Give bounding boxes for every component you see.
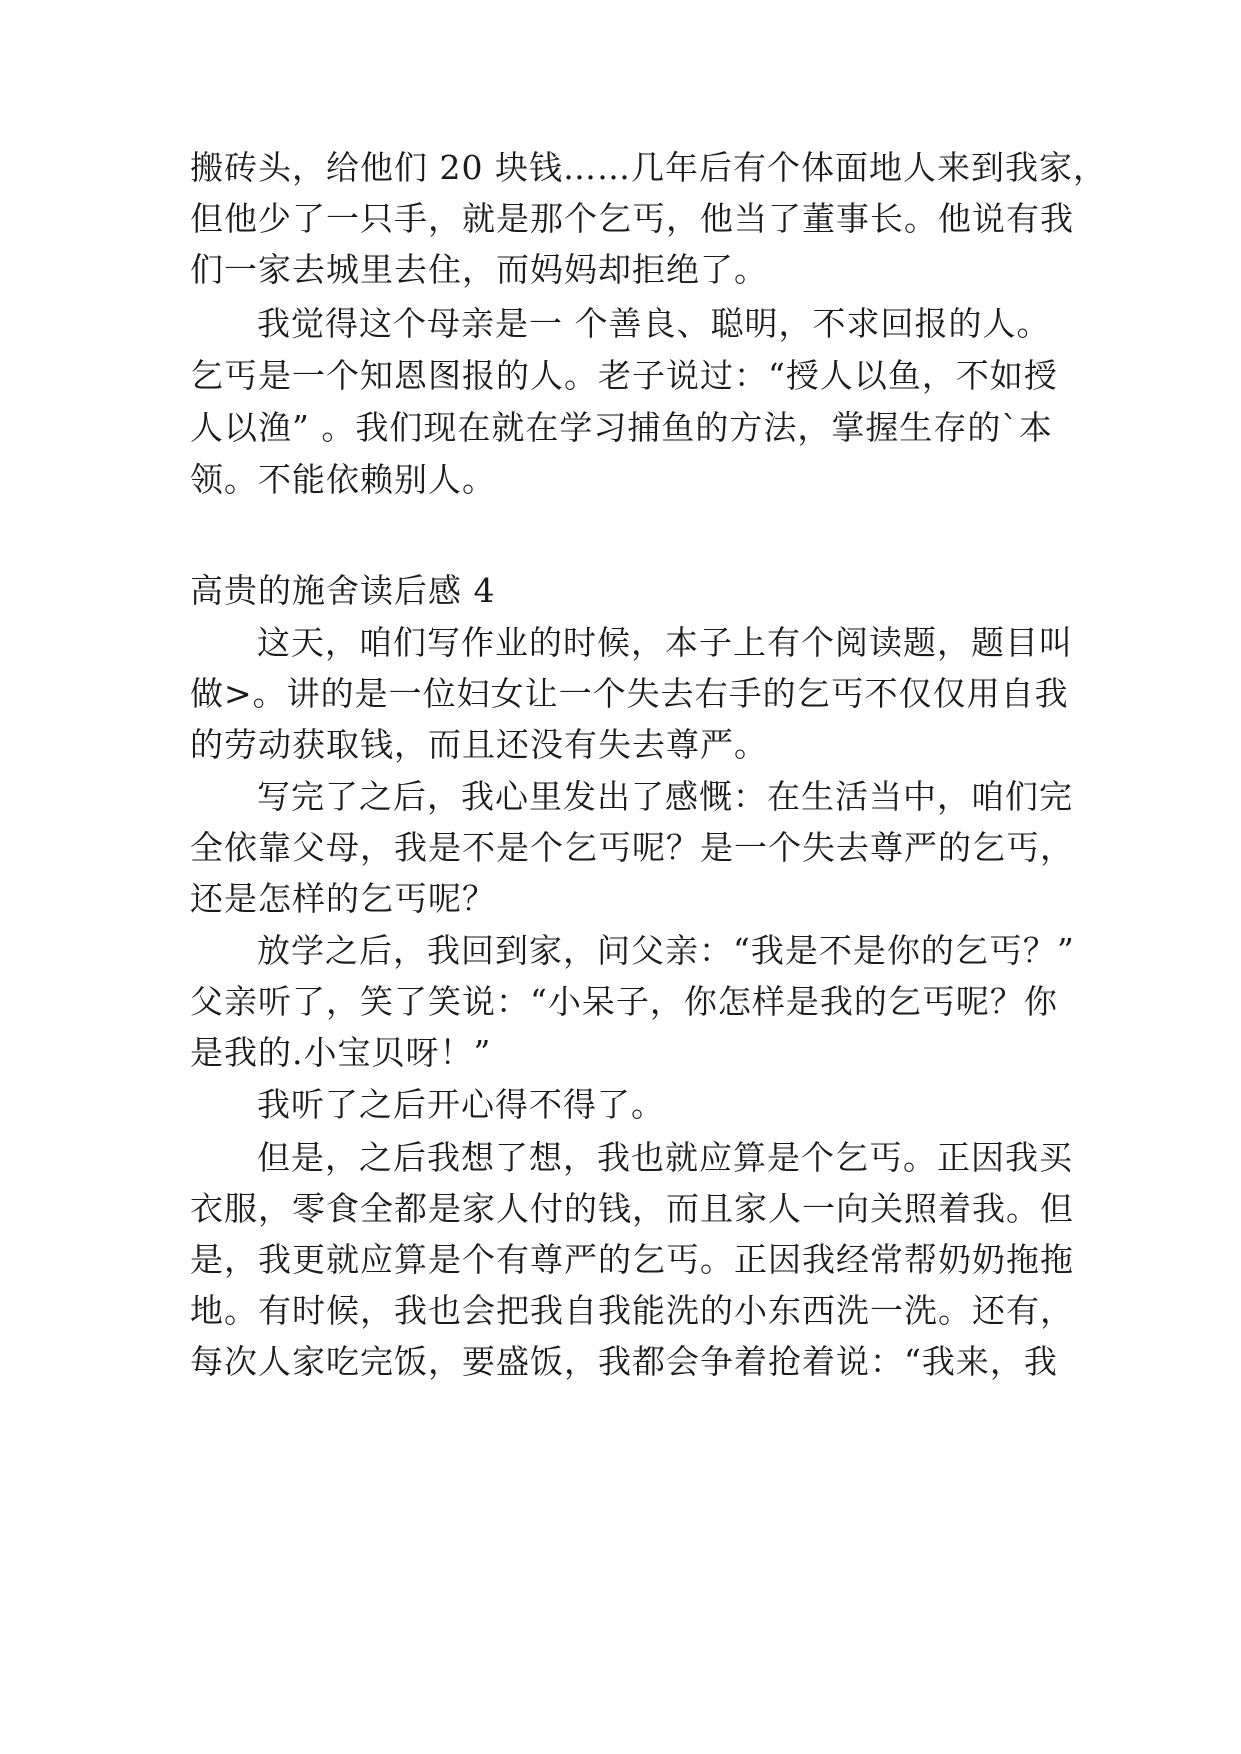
paragraph-line: 但是，之后我想了想，我也就应算是个乞丐。正因我买: [257, 1138, 1073, 1177]
paragraph-line: 乞丐是一个知恩图报的人。老子说过：“授人以鱼，不如授: [190, 356, 1058, 395]
paragraph-line: 我听了之后开心得不得了。: [257, 1085, 665, 1124]
paragraph-line: 还是怎样的乞丐呢？: [190, 879, 496, 918]
paragraph-line: 这天，咱们写作业的时候，本子上有个阅读题，题目叫: [257, 623, 1073, 662]
paragraph-line: 是我的.小宝贝呀！”: [190, 1033, 492, 1072]
paragraph-line: 每次人家吃完饭，要盛饭，我都会争着抢着说：“我来，我: [190, 1342, 1058, 1381]
paragraph-line: 领。不能依赖别人。: [190, 460, 496, 499]
paragraph-line: 父亲听了，笑了笑说：“小呆子，你怎样是我的乞丐呢？你: [190, 982, 1058, 1021]
paragraph-line: 做>。讲的是一位妇女让一个失去右手的乞丐不仅仅用自我: [190, 674, 1069, 713]
paragraph-line: 人以渔” 。我们现在就在学习捕鱼的方法，掌握生存的`本: [190, 408, 1053, 447]
paragraph-line: 放学之后，我回到家，问父亲：“我是不是你的乞丐？”: [257, 931, 1075, 970]
paragraph-line: 全依靠父母，我是不是个乞丐呢？是一个失去尊严的乞丐，: [190, 828, 1074, 867]
paragraph-line: 衣服，零食全都是家人付的钱，而且家人一向关照着我。但: [190, 1189, 1074, 1228]
paragraph-line: 搬砖头，给他们 20 块钱……几年后有个体面地人来到我家，: [190, 148, 1107, 187]
paragraph-line: 地。有时候，我也会把我自我能洗的小东西洗一洗。还有，: [190, 1291, 1074, 1330]
paragraph-line: 们一家去城里去住，而妈妈却拒绝了。: [190, 250, 768, 289]
section-heading: 高贵的施舍读后感 4: [190, 571, 496, 610]
paragraph-line: 但他少了一只手，就是那个乞丐，他当了董事长。他说有我: [190, 199, 1074, 238]
paragraph-line: 的劳动获取钱，而且还没有失去尊严。: [190, 725, 768, 764]
paragraph-line: 是，我更就应算是个有尊严的乞丐。正因我经常帮奶奶拖拖: [190, 1240, 1074, 1279]
paragraph-line: 写完了之后，我心里发出了感慨：在生活当中，咱们完: [257, 777, 1073, 816]
paragraph-line: 我觉得这个母亲是一 个善良、聪明，不求回报的人。: [257, 304, 1051, 343]
